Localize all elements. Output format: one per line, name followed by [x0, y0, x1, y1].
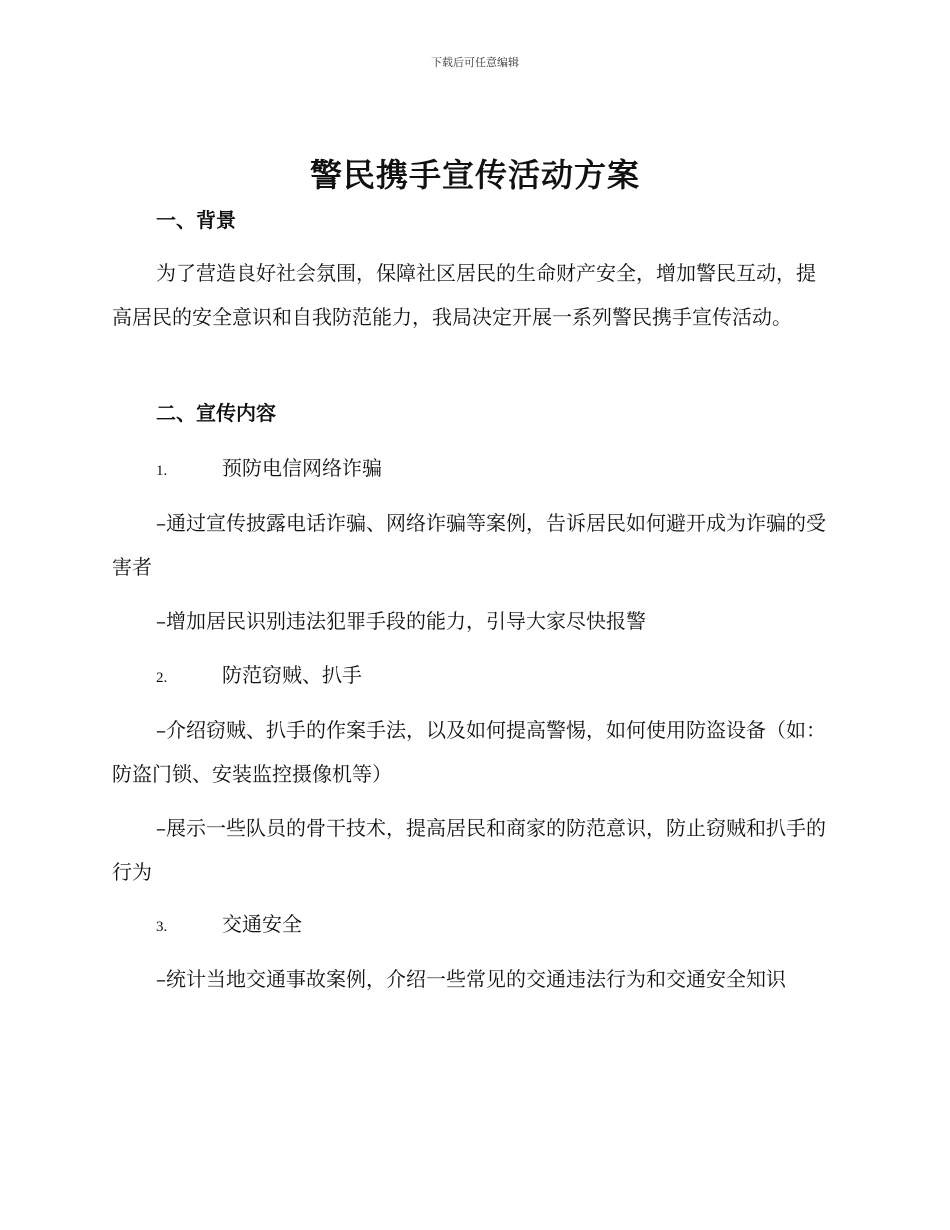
- bullet-paragraph: –展示一些队员的骨干技术，提高居民和商家的防范意识，防止窃贼和扒手的行为: [112, 816, 826, 884]
- list-item-number: 2.: [156, 670, 168, 686]
- document-title: 警民携手宣传活动方案: [309, 156, 640, 194]
- bullet-paragraph: –通过宣传披露电话诈骗、网络诈骗等案例，告诉居民如何避开成为诈骗的受害者: [112, 511, 826, 579]
- bullet-paragraph: –统计当地交通事故案例，介绍一些常见的交通违法行为和交通安全知识: [156, 967, 786, 991]
- section-heading-background: 一、背景: [156, 208, 236, 232]
- list-item-3: [156, 909, 302, 942]
- list-item-title: 预防电信网络诈骗: [222, 456, 382, 480]
- page-header-note: 下载后可任意编辑: [431, 56, 519, 69]
- list-item-title: 防范窃贼、扒手: [222, 663, 362, 687]
- background-paragraph: 为了营造良好社会氛围，保障社区居民的生命财产安全，增加警民互动，提高居民的安全意识和自我防范能力，我局决定开展一系列警民携手宣传活动。: [112, 261, 816, 329]
- list-item-number: 1.: [156, 463, 168, 479]
- list-item-1: [156, 453, 382, 486]
- bullet-paragraph: –介绍窃贼、扒手的作案手法，以及如何提高警惕，如何使用防盗设备（如：防盗门锁、安装监控摄像机等）: [112, 718, 826, 786]
- list-item-number: 3.: [156, 919, 168, 935]
- section-heading-content: 二、宣传内容: [156, 401, 276, 425]
- list-item-title: 交通安全: [222, 912, 302, 936]
- bullet-paragraph: –增加居民识别违法犯罪手段的能力，引导大家尽快报警: [156, 609, 646, 633]
- list-item-2: [156, 660, 362, 693]
